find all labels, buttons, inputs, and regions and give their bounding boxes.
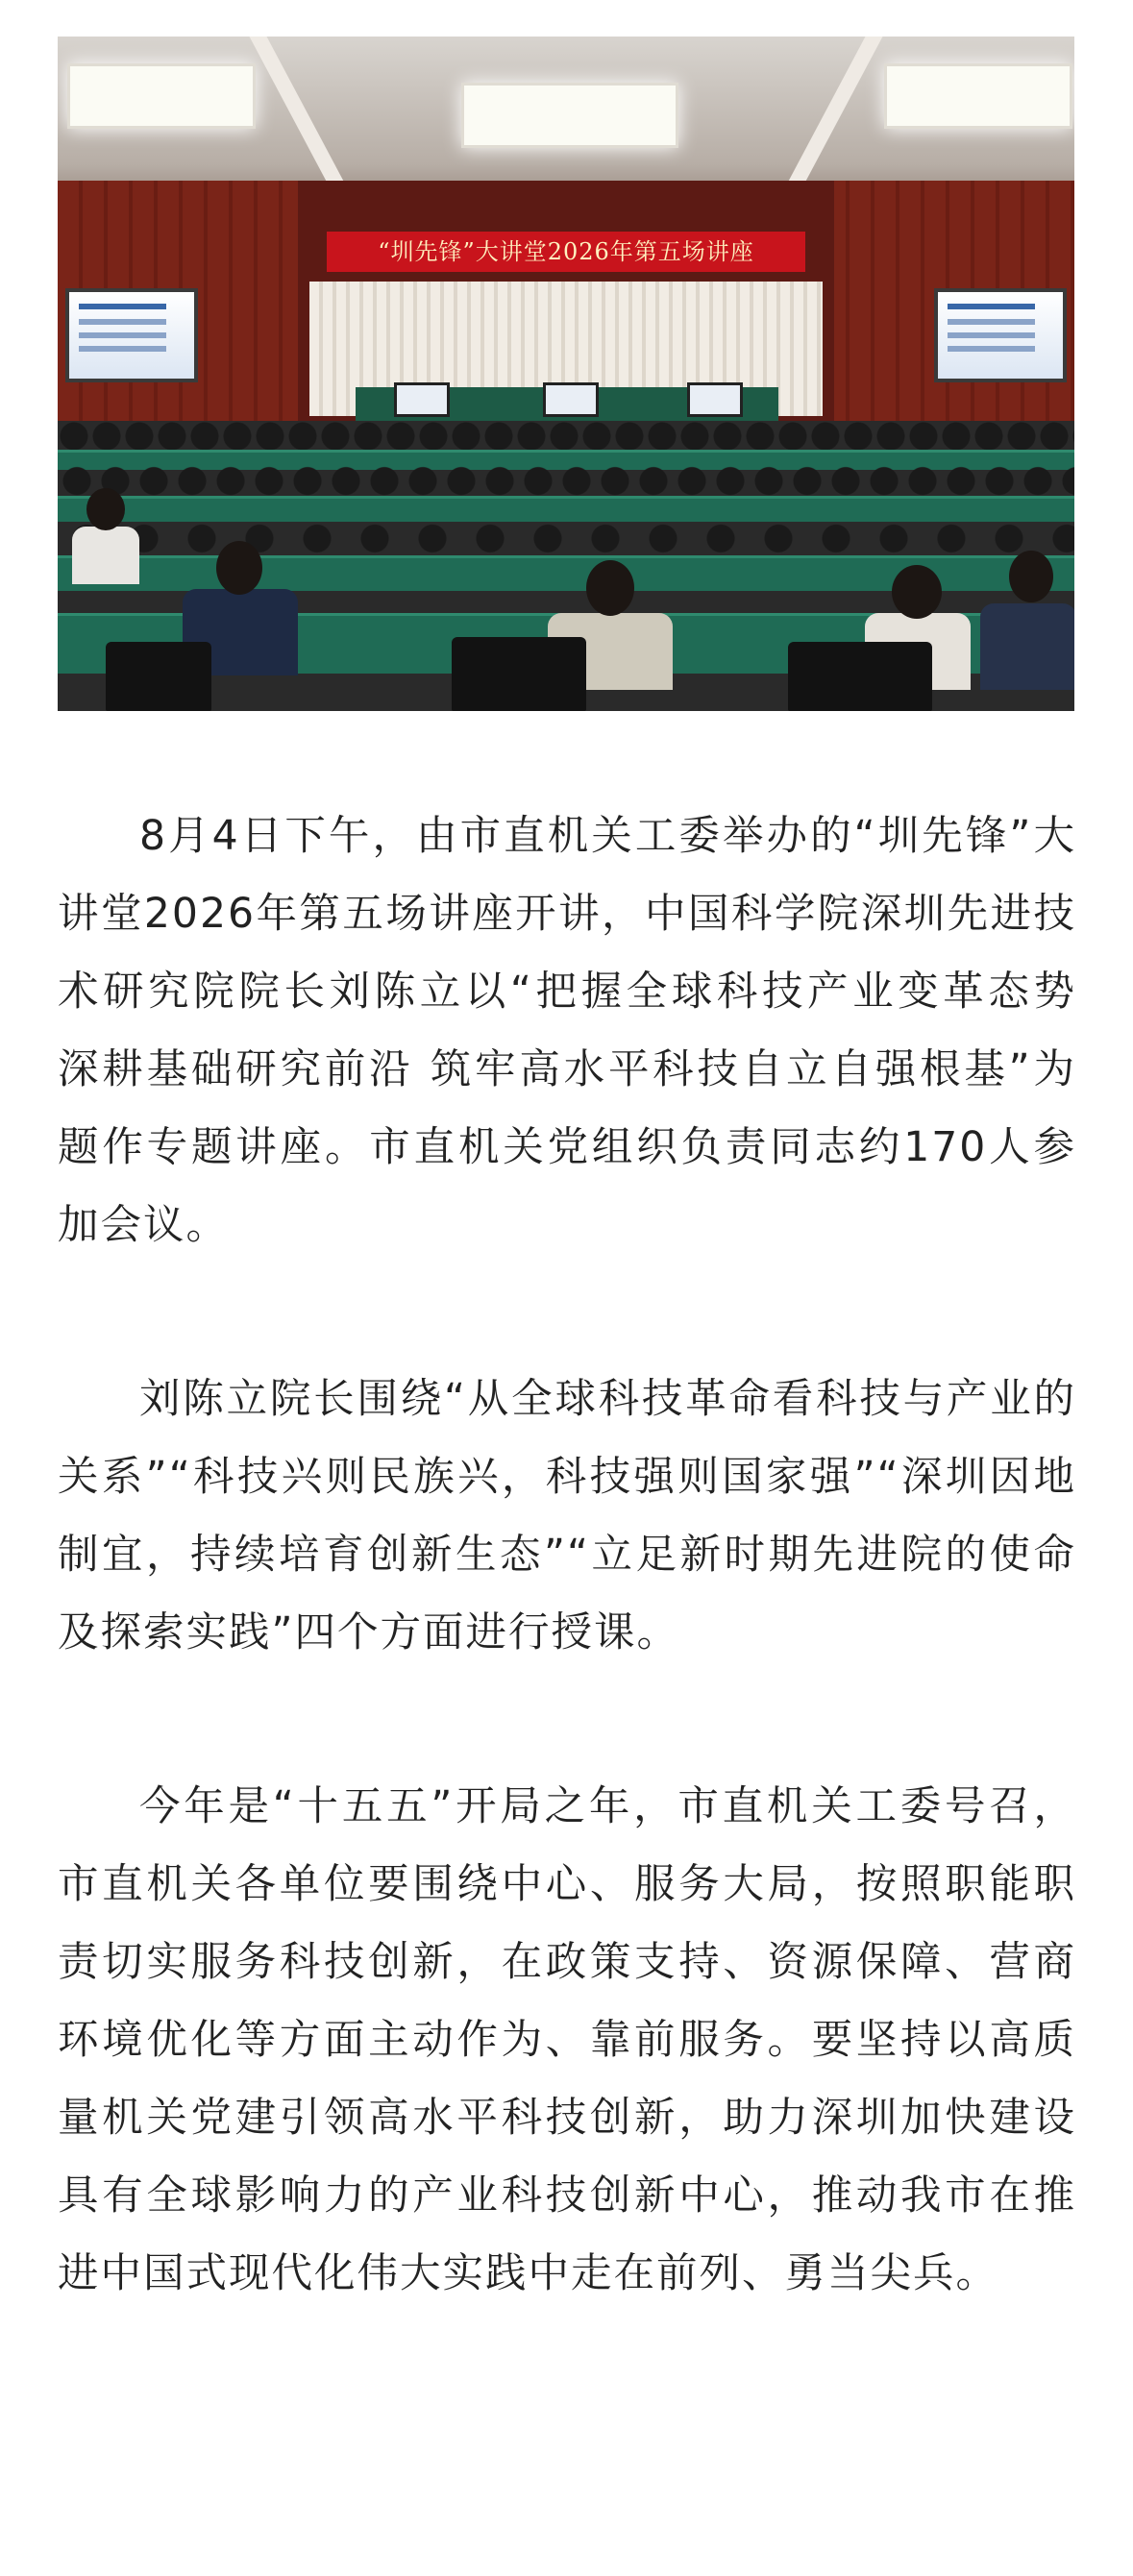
attendee-head	[1009, 551, 1053, 602]
chair	[452, 637, 586, 711]
attendee-head	[86, 488, 125, 530]
article-paragraph-2: 刘陈立院长围绕“从全球科技革命看科技与产业的关系”“科技兴则民族兴，科技强则国家强”“深圳因地制宜，持续培育创新生态”“立足新时期先进院的使命及探索实践”四个方面进行授课。	[58, 1376, 1076, 1656]
ceiling-light	[884, 63, 1072, 129]
left-projection-screen	[65, 288, 198, 382]
attendee	[980, 603, 1074, 690]
lecture-hall-photo[interactable]	[58, 37, 1074, 711]
attendee	[72, 527, 139, 584]
article-paragraph-1: 8月4日下午，由市直机关工委举办的“圳先锋”大讲堂2026年第五场讲座开讲，中国科学院深圳先进技术研究院院长刘陈立以“把握全球科技产业变革态势 深耕基础研究前沿 筑牢高水平科技自立自强根基”为题作专题讲座。市直机关党组织负责同志约170人参加会议。	[58, 813, 1120, 1249]
stage-monitor	[394, 382, 450, 417]
ceiling-light	[461, 83, 678, 148]
stage-monitor	[543, 382, 599, 417]
chair	[106, 642, 211, 711]
chair	[788, 642, 932, 711]
attendee-head	[892, 565, 942, 619]
article-body	[58, 797, 1120, 2409]
attendee-head	[586, 560, 634, 616]
stage-monitor	[687, 382, 743, 417]
right-projection-screen	[934, 288, 1067, 382]
attendee-head	[216, 541, 262, 595]
article-paragraph-3: 今年是“十五五”开局之年，市直机关工委号召，市直机关各单位要围绕中心、服务大局，按照职能职责切实服务科技创新，在政策支持、资源保障、营商环境优化等方面主动作为、靠前服务。要坚持以高质量机关党建引领高水平科技创新，助力深圳加快建设具有全球影响力的产业科技创新中心，推动我市在推进中国式现代化伟大实践中走在前列、勇当尖兵。	[58, 1783, 1076, 2297]
lecture-banner: “圳先锋”大讲堂2026年第五场讲座	[327, 232, 805, 272]
ceiling-light	[67, 63, 256, 129]
